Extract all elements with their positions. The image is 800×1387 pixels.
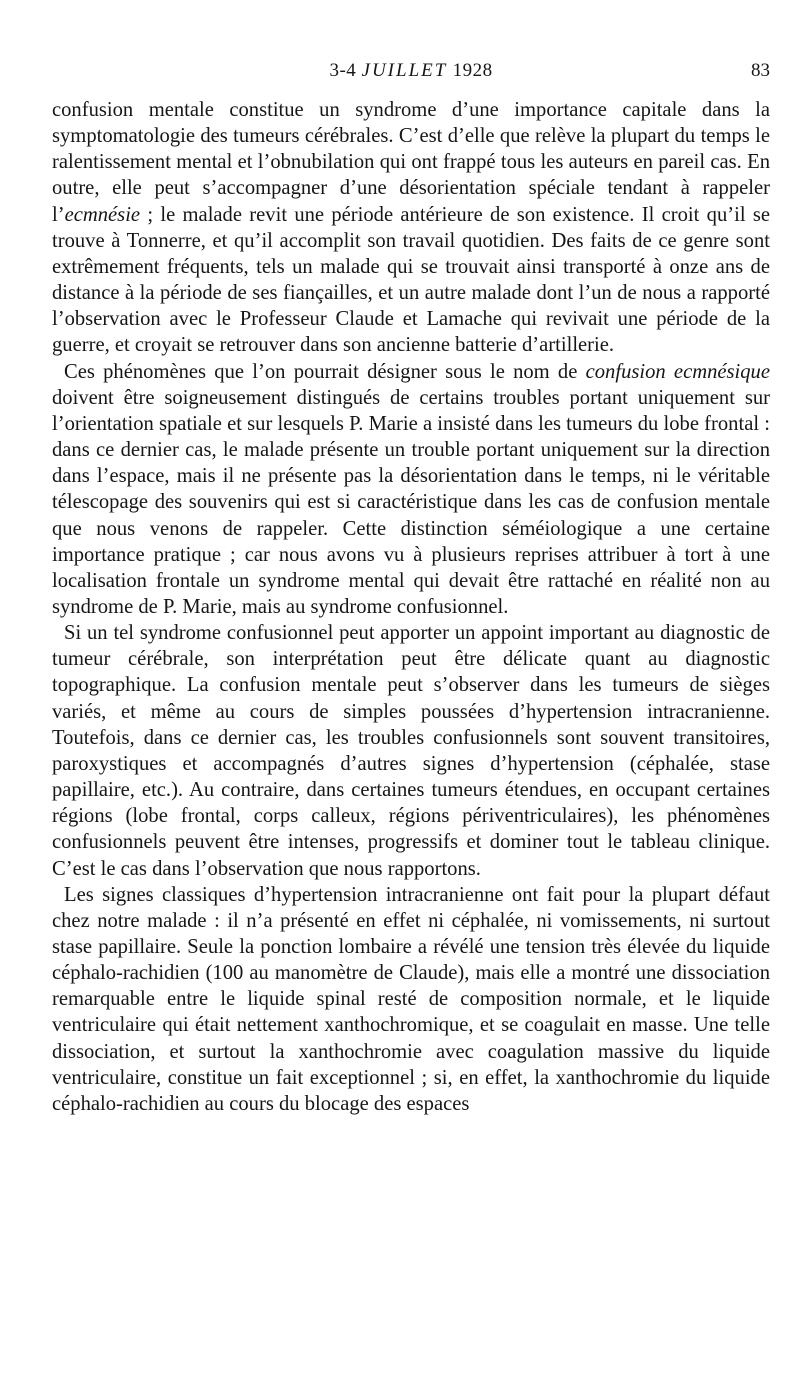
month: JUILLET — [361, 60, 448, 81]
text-segment: Les signes classiques d’hypertension intracranienne ont fait pour la plupart défaut chez notre malade : il n’a présenté en effet ni céphalée, ni vomissements, ni surtout stase papillaire. Seule la ponction lombaire a révélé une tension très élevée du liquide céphalo-rachidien (100 au manomètre de Claude), mais elle a montré une dissociation remarquable entre le liquide spinal resté de composition normale, et le liquide ventriculaire qui était nettement xanthochromique, et se coagulait en masse. Une telle dissociation, et surtout la xanthochromie avec coagulation massive du liquide ventriculaire, constitue un fait exceptionnel ; si, en effet, la xanthochromie du liquide céphalo-rachidien au cours du blocage des espaces — [52, 883, 770, 1115]
text-segment: Si un tel syndrome confusionnel peut apporter un appoint important au diagnostic de tumeur cérébrale, son interprétation peut être délicate quant au diagnostic topographique. La confusion mentale peut s’observer dans les tumeurs de sièges variés, et même au cours de simples poussées d’hypertension intracranienne. Toutefois, dans ce dernier cas, les troubles confusionnels sont souvent transitoires, paroxystiques et accompagnés d’autres signes d’hypertension (céphalée, stase papillaire, etc.). Au contraire, dans certaines tumeurs étendues, en occupant certaines régions (lobe frontal, corps calleux, régions périventriculaires), les phénomènes confusionnels peuvent être intenses, progressifs et dominer tout le tableau clinique. C’est le cas dans l’observation que nous rapportons. — [52, 622, 770, 880]
paragraph-2 — [52, 359, 770, 621]
year: 1928 — [452, 60, 493, 81]
paragraph-1 — [52, 97, 770, 359]
text-segment: doivent être soigneusement distingués de certains troubles portant uniquement sur l’orientation spatiale et sur lesquels P. Marie a insisté dans les tumeurs du lobe frontal : dans ce dernier cas, le malade présente un trouble portant uniquement sur la direction dans l’espace, mais il ne présente pas la désorientation dans le temps, ni le véritable télescopage des souvenirs qui est si caractéristique dans les cas de confusion mentale que nous venons de rappeler. Cette distinction séméiologique a une certaine importance pratique ; car nous avons vu à plusieurs reprises attribuer à tort à une localisation frontale un syndrome mental qui devait être rattaché en réalité non au syndrome de P. Marie, mais au syndrome confusionnel. — [52, 386, 770, 618]
paragraph-3 — [52, 620, 770, 882]
running-head — [52, 60, 770, 84]
italic-term-ecmnesie: ecmnésie — [64, 203, 141, 226]
italic-term-confusion-ecmnesique: confusion ecmnésique — [585, 360, 770, 383]
text-segment: ; le malade revit une période antérieure de son existence. Il croit qu’il se trouve à Tonnerre, et qu’il accomplit son travail quotidien. Des faits de ce genre sont extrêmement fréquents, tels un malade qui se trouvait ainsi transporté à onze ans de distance à la période de ses fiançailles, et un autre malade dont l’un de nous a rapporté l’observation avec le Professeur Claude et Lamache qui revivait une période de la guerre, et croyait se retrouver dans son ancienne batterie d’artillerie. — [52, 203, 770, 357]
body-text — [52, 97, 770, 1117]
page-number: 83 — [751, 60, 770, 81]
date-prefix: 3-4 — [329, 60, 357, 81]
running-title — [52, 60, 770, 82]
text-segment: confusion mentale constitue un syndrome d’une importance capitale dans la symptomatologie des tumeurs cérébrales. C’est d’elle que relève la plupart du temps le ralentissement mental et l’obnubilation qui ont frappé tous les auteurs en pareil cas. En outre, elle peut s’accompagner d’une désorientation spéciale tendant à rappeler l’ — [52, 99, 770, 226]
paragraph-4 — [52, 882, 770, 1117]
text-segment: Ces phénomènes que l’on pourrait désigner sous le nom de — [64, 360, 586, 383]
